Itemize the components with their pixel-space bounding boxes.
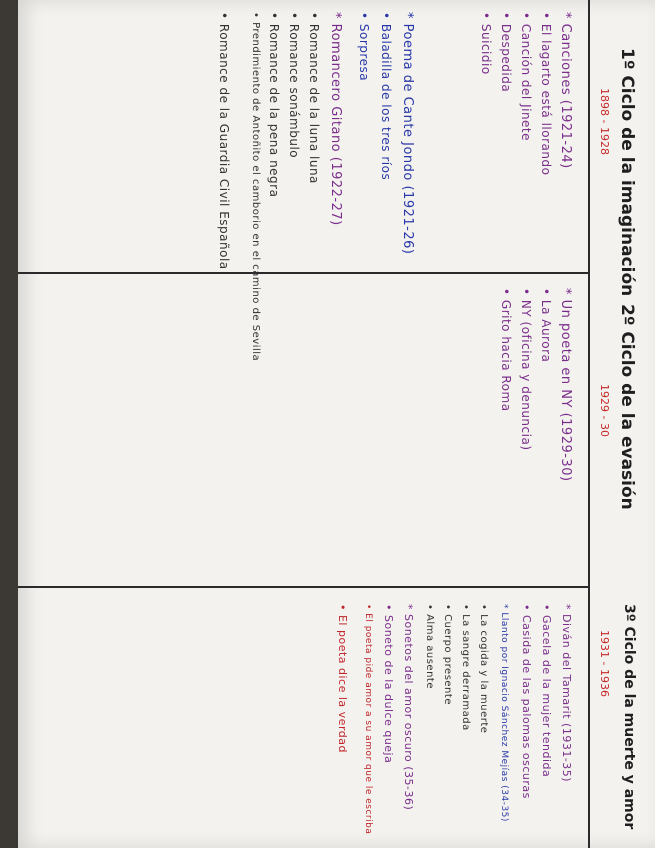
- cycle-1-entry: * Romancero Gitano (1922-27): [328, 12, 343, 226]
- cycle-3-title: 3º Ciclo de la muerte y amor: [621, 604, 637, 830]
- cycle-1-entry: • El lagarto está llorando: [539, 12, 553, 176]
- cycle-1-entry: • Sorpresa: [357, 12, 371, 82]
- cycle-3-entry: • Cuerpo presente: [442, 604, 453, 705]
- cycle-1-entry: * Poema de Cante Jondo (1921-26): [400, 12, 415, 255]
- cycle-2-entry: • NY (oficina y denuncia): [519, 288, 533, 451]
- cycle-2-entry: * Un poeta en NY (1929-30): [558, 288, 573, 482]
- cycle-3-entry: • La sangre derramada: [460, 604, 471, 731]
- cycle-1-years: 1898 - 1928: [598, 88, 611, 155]
- cycle-1-entry: • Romance de la Guardia Civil Española: [217, 12, 231, 270]
- cycle-3-entry: * Sonetos del amor oscuro (35-36): [402, 604, 415, 811]
- cycle-2-entry: • La Aurora: [539, 288, 553, 363]
- cycle-3-years: 1931 - 1936: [598, 630, 611, 697]
- cycle-3-entry: • El poeta dice la verdad: [336, 604, 349, 753]
- cycle-1-entry: • Prendimiento de Antoñito el camborio en el camino de Sevilla: [250, 12, 261, 362]
- cycle-3-entry: * Llanto por Ignacio Sánchez Mejías (34-35): [499, 604, 509, 822]
- cycle-3-entry: • Alma ausente: [424, 604, 435, 689]
- cycle-1-entry: • Baladilla de los tres ríos: [379, 12, 393, 181]
- cycle-1-entry: • Romance de la pena negra: [267, 12, 281, 198]
- cycle-1-entry: • Despedida: [499, 12, 513, 93]
- cycle-1-entry: • Romance sonámbulo: [287, 12, 301, 159]
- cycle-1-entry: • Suicidio: [479, 12, 493, 75]
- rotated-content: [18, 0, 655, 848]
- cycle-3-entry: * Diván del Tamarit (1931-35): [560, 604, 573, 783]
- cycle-1-entry: • Romance de la luna luna: [307, 12, 321, 184]
- cycle-2-years: 1929 - 30: [598, 384, 611, 437]
- cycle-3-section: [18, 600, 655, 846]
- cycle-1-entry: • Canción del Jinete: [519, 12, 533, 142]
- cycle-3-entry: • El poeta pide amor a su amor que le escriba: [363, 604, 373, 835]
- cycle-3-entry: • Soneto de la dulce queja: [382, 604, 395, 764]
- cycle-1-title: 1º Ciclo de la imaginación: [617, 48, 637, 297]
- cycle-2-entry: • Grito hacia Roma: [499, 288, 513, 412]
- cycle-1-entry: * Canciones (1921-24): [558, 12, 573, 169]
- cycle-3-entry: • La cogida y la muerte: [478, 604, 489, 734]
- notebook-page: [18, 0, 655, 848]
- cycle-3-entry: • Gacela de la mujer tendida: [540, 604, 553, 778]
- cycle-3-entry: • Casida de las palomas oscuras: [520, 604, 533, 799]
- cycle-2-section: [18, 284, 655, 584]
- cycle-2-title: 2º Ciclo de la evasión: [617, 304, 637, 510]
